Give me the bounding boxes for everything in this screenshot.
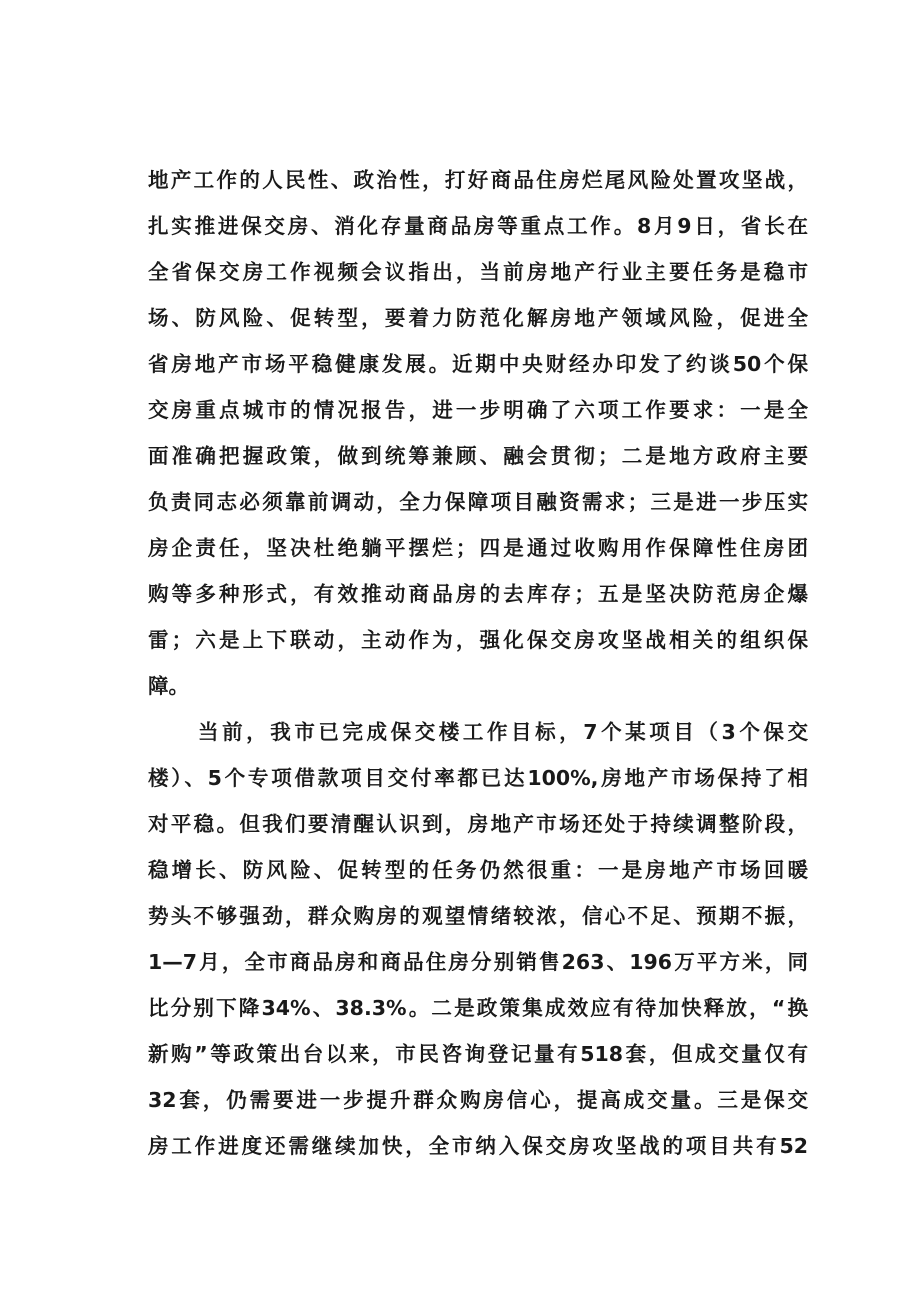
paragraph-1-line-6: 交房重点城市的情况报告，进一步明确了六项工作要求：一是全: [148, 398, 808, 422]
paragraph-1-line-10: 购等多种形式，有效推动商品房的去库存；五是坚决防范房企爆: [148, 582, 808, 606]
paragraph-1-line-5: 省房地产市场平稳健康发展。近期中央财经办印发了约谈50个保: [148, 352, 808, 376]
paragraph-2-line-8: 新购”等政策出台以来，市民咨询登记量有518套，但成交量仅有: [148, 1042, 808, 1066]
paragraph-1-line-8: 负责同志必须靠前调动，全力保障项目融资需求；三是进一步压实: [148, 490, 808, 514]
paragraph-1-line-7: 面准确把握政策，做到统筹兼顾、融会贯彻；二是地方政府主要: [148, 444, 808, 468]
paragraph-2-line-1: 当前，我市已完成保交楼工作目标，7个某项目（3个保交: [198, 720, 808, 744]
paragraph-2-line-6: 1—7月，全市商品房和商品住房分别销售263、196万平方米，同: [148, 950, 808, 974]
paragraph-2-line-10: 房工作进度还需继续加快，全市纳入保交房攻坚战的项目共有52: [148, 1134, 808, 1158]
paragraph-2-line-7: 比分别下降34%、38.3%。二是政策集成效应有待加快释放，“换: [148, 996, 808, 1020]
paragraph-1-line-11: 雷；六是上下联动，主动作为，强化保交房攻坚战相关的组织保: [148, 628, 808, 652]
paragraph-1-line-4: 场、防风险、促转型，要着力防范化解房地产领域风险，促进全: [148, 306, 808, 330]
paragraph-2-line-4: 稳增长、防风险、促转型的任务仍然很重：一是房地产市场回暖: [148, 858, 808, 882]
paragraph-2-line-2: 楼）、5个专项借款项目交付率都已达100%,房地产市场保持了相: [148, 766, 808, 790]
paragraph-1-line-2: 扎实推进保交房、消化存量商品房等重点工作。8月9日，省长在: [148, 214, 808, 238]
paragraph-1-line-3: 全省保交房工作视频会议指出，当前房地产行业主要任务是稳市: [148, 260, 808, 284]
paragraph-2-line-3: 对平稳。但我们要清醒认识到，房地产市场还处于持续调整阶段，: [148, 812, 808, 836]
paragraph-1-line-1: 地产工作的人民性、政治性，打好商品住房烂尾风险处置攻坚战，: [148, 168, 808, 192]
paragraph-1-line-9: 房企责任，坚决杜绝躺平摆烂；四是通过收购用作保障性住房团: [148, 536, 808, 560]
paragraph-2-line-9: 32套，仍需要进一步提升群众购房信心，提高成交量。三是保交: [148, 1088, 808, 1112]
paragraph-1-line-12: 障。: [148, 674, 189, 698]
paragraph-2-line-5: 势头不够强劲，群众购房的观望情绪较浓，信心不足、预期不振，: [148, 904, 808, 928]
